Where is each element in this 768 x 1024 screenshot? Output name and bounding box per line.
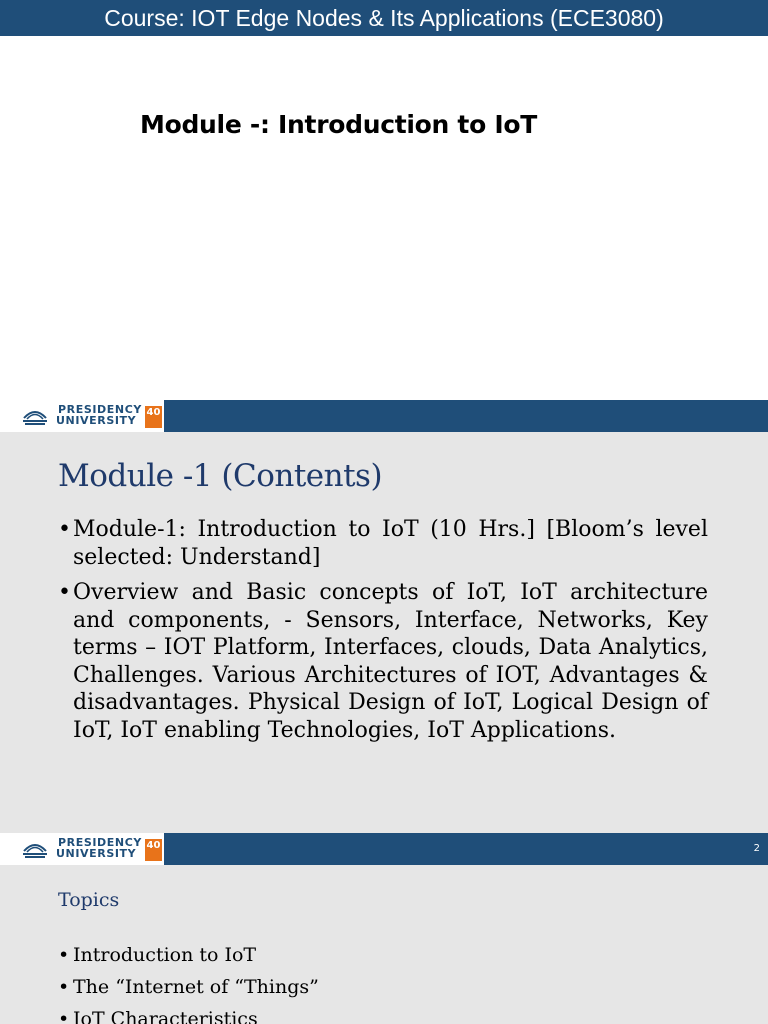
contents-slide: [0, 432, 768, 833]
university-emblem-icon: [22, 839, 48, 859]
title-slide: [0, 0, 768, 400]
logo-line2: UNIVERSITY: [56, 414, 137, 427]
page-number: 2: [753, 843, 760, 854]
university-logo: [0, 400, 164, 432]
bullet-icon: •: [58, 517, 71, 542]
anniversary-badge: 40: [145, 406, 162, 428]
topics-slide: [0, 865, 768, 1024]
module-title: Module -: Introduction to IoT: [140, 110, 537, 139]
anniversary-badge: 40: [145, 839, 162, 861]
slide-title: Module -1 (Contents): [58, 458, 383, 494]
course-title: Course: IOT Edge Nodes & Its Applications (ECE3080): [0, 0, 768, 36]
logo-line1: PRESIDENCY: [58, 836, 142, 849]
topics-list: [58, 939, 319, 1024]
slide-header-band: [0, 833, 768, 865]
logo-line2: UNIVERSITY: [56, 847, 137, 860]
university-logo: [0, 833, 164, 865]
slide-title: Topics: [58, 889, 120, 911]
list-item: • Overview and Basic concepts of IoT, IoT architecture and components, - Sensors, Interface, Networks, Key terms – IOT Platform, Interfaces, clouds, Data Analytics, Challenges. Various Architectures of IOT, Advantages & disadvantages. Physical Design of IoT, Logical Design of IoT, IoT enabling Technologies, IoT Applications.: [58, 580, 708, 743]
bullet-icon: •: [58, 944, 70, 966]
list-item: • The “Internet of “Things”: [58, 971, 319, 1003]
list-item: • Introduction to IoT: [58, 939, 319, 971]
bullet-icon: •: [58, 1008, 70, 1024]
slide-header-band: [0, 400, 768, 432]
university-emblem-icon: [22, 406, 48, 426]
contents-list: [58, 516, 708, 752]
list-item: • IoT Characteristics: [58, 1003, 319, 1024]
bullet-icon: •: [58, 976, 70, 998]
bullet-icon: •: [58, 580, 71, 605]
logo-line1: PRESIDENCY: [58, 403, 142, 416]
list-item: • Module-1: Introduction to IoT (10 Hrs.] [Bloom’s level selected: Understand]: [58, 517, 708, 570]
